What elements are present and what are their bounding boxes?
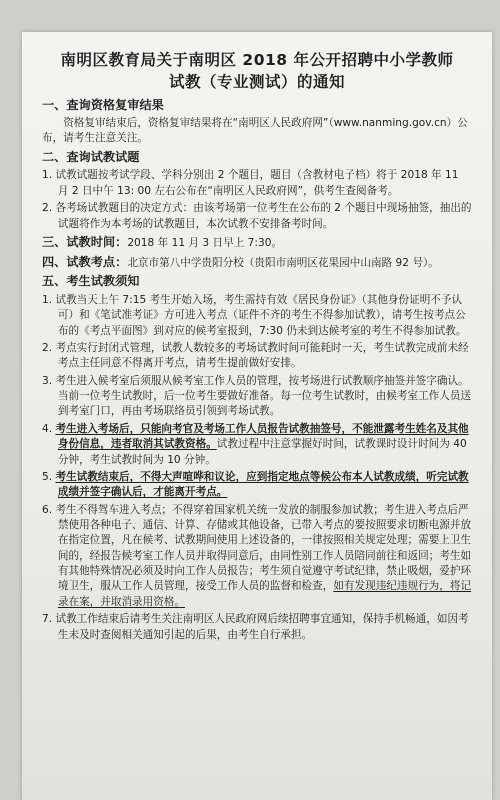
section-4-label: 四、试教考点： [42, 254, 128, 269]
section-5-item-5 [42, 470, 472, 501]
section-2-item-1: 1. 试教试题按考试学段、学科分别出 2 个题目，题目（含教材电子档）将于 2018 年 11 月 2 日中午 13: 00 左右公布在“南明区人民政府网”，供考生查阅备考。 [42, 169, 459, 197]
item-4-prefix: 4. [42, 422, 56, 435]
title-line-1: 南明区教育局关于南明区 2018 年公开招聘中小学教师 [60, 51, 454, 69]
section-5-item-6 [42, 503, 472, 611]
section-5-heading: 五、考生试教须知 [42, 274, 140, 289]
item-6-underlined: 如有发现违纪违规行为，将记录在案，并取消录用资格。 [57, 580, 472, 608]
notice-sheet [22, 32, 492, 800]
notice-title [42, 50, 472, 93]
section-5-item-2: 2. 考点实行封闭式管理，试教人数较多的考场试教时间可能耗时一天，考生试教完成前未经考点主任同意不得离开考点，请考生提前做好安排。 [42, 342, 469, 370]
section-5-item-1: 1. 试教当天上午 7:15 考生开始入场，考生需持有效《居民身份证》（其他身份证明不予认可）和《笔试准考证》方可进入考点（证件不齐的考生不得参加试教），请考生按考点公布的《考点平面图》到对应的候考室报到，7:30 仍未到达候考室的考生不得参加试教。 [42, 293, 467, 337]
section-4 [42, 254, 472, 272]
item-6-main: 6. 考生不得驾车进入考点；不得穿着国家机关统一发放的制服参加试教；考生进入考点后严禁使用各种电子、通信、计算、存储或其他设备，已带入考点的要按照要求切断电源并放在指定位置，凡在候考、试教期间使用上述设备的，一律按照相关规定处理；需要上卫生间的，经报告候考室工作人员并取得同意后，由同性别工作人员陪同前往和返回；考生如有其他特殊情况必须及时向工作人员报告；考生须自觉遵守考试纪律，禁止吸烟，爱护环境卫生，服从工作人员管理，接受工作人员的监督和检查， [42, 503, 472, 593]
section-4-text: 北京市第八中学贵阳分校（贵阳市南明区花果园中山南路 92 号）。 [127, 256, 439, 269]
section-5-item-7: 7. 试教工作结束后请考生关注南明区人民政府网后续招聘事宜通知，保持手机畅通，如因考生未及时查阅相关通知引起的后果，由考生自行承担。 [42, 613, 469, 641]
section-1-text: 资格复审结束后，资格复审结果将在“南明区人民政府网”（www.nanming.gov.cn）公布，请考生注意关注。 [42, 117, 468, 145]
section-1-heading: 一、查询资格复审结果 [42, 98, 164, 113]
section-3-text: 2018 年 11 月 3 日早上 7:30。 [127, 236, 283, 249]
section-2-heading: 二、查询试教试题 [42, 149, 140, 164]
item-4-rest: 试教过程中注意掌握好时间，试教课时设计时间为 40 分钟，考生试教时间为 10 分钟。 [57, 438, 467, 466]
section-3 [42, 234, 472, 252]
section-5-item-4 [42, 422, 472, 468]
section-2-item-2: 2. 各考场试教题目的决定方式：由该考场第一位考生在公布的 2 个题目中现场抽签，抽出的试题将作为本考场的试教题目，本次试教不安排备考时间。 [42, 202, 472, 230]
item-5-underlined: 考生试教结束后，不得大声喧哗和议论，应到指定地点等候公布本人试教成绩，听完试教成绩并签字确认后，才能离开考点。 [55, 470, 469, 499]
title-line-2: 试教（专业测试）的通知 [168, 72, 345, 91]
section-3-label: 三、试教时间： [42, 234, 128, 249]
section-5-item-3: 3. 考生进入候考室后须服从候考室工作人员的管理，按考场进行试教顺序抽签并签字确认。当前一位考生试教时，后一位考生要做好准备。每一位考生试教时，由候考室工作人员送到考室门口，再由考场联络员引领到考场试教。 [42, 374, 472, 418]
item-5-prefix: 5. [42, 470, 56, 483]
item-4-underlined: 考生进入考场后，只能向考官及考场工作人员报告试教抽签号，不能泄露考生姓名及其他身份信息，违者取消其试教资格。 [55, 422, 469, 451]
